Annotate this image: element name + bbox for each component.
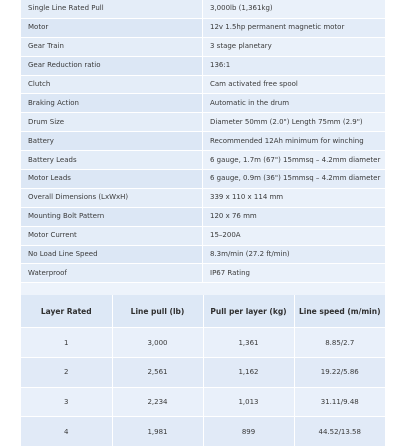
line-pull-cell: 1,981 [112, 417, 203, 447]
table-spacer [21, 283, 385, 295]
spec-row [21, 151, 385, 170]
spec-row [21, 170, 385, 189]
line-pull-cell: 2,561 [112, 358, 203, 388]
spec-value: 3,000lb (1,361kg) [203, 0, 386, 18]
table-row [21, 387, 385, 417]
spec-value: IP67 Rating [203, 264, 386, 283]
line-pull-cell: 3,000 [112, 328, 203, 358]
column-header-layer: Layer Rated [21, 295, 112, 328]
spec-row [21, 56, 385, 75]
spec-row [21, 18, 385, 37]
spec-row [21, 245, 385, 264]
pull-per-layer-cell: 1,013 [203, 387, 294, 417]
spec-label: Battery [21, 132, 203, 151]
spec-value: 120 x 76 mm [203, 207, 386, 226]
layer-cell: 4 [21, 417, 112, 447]
spec-row [21, 226, 385, 245]
spec-row [21, 264, 385, 283]
spec-value: 8.3m/min (27.2 ft/min) [203, 245, 386, 264]
line-pull-cell: 2,234 [112, 387, 203, 417]
pull-per-layer-cell: 899 [203, 417, 294, 447]
pull-per-layer-cell: 1,361 [203, 328, 294, 358]
spec-value: 339 x 110 x 114 mm [203, 188, 386, 207]
spec-label: Gear Train [21, 37, 203, 56]
spec-label: Motor [21, 18, 203, 37]
spec-label: Gear Reduction ratio [21, 56, 203, 75]
layer-header-row [21, 295, 385, 328]
spec-label: Clutch [21, 75, 203, 94]
spec-row [21, 113, 385, 132]
spec-label: Battery Leads [21, 151, 203, 170]
spec-label: Braking Action [21, 94, 203, 113]
spec-row [21, 207, 385, 226]
spec-value: 6 gauge, 1.7m (67") 15mmsq – 4.2mm diameter [203, 151, 386, 170]
spec-value: Cam activated free spool [203, 75, 386, 94]
spec-row [21, 0, 385, 18]
spec-value: 136:1 [203, 56, 386, 75]
spec-row [21, 75, 385, 94]
spec-table [21, 0, 385, 283]
spec-value: Automatic in the drum [203, 94, 386, 113]
spec-row [21, 94, 385, 113]
spec-label: Mounting Bolt Pattern [21, 207, 203, 226]
spec-row [21, 37, 385, 56]
line-speed-cell: 44.52/13.58 [294, 417, 385, 447]
layer-cell: 2 [21, 358, 112, 388]
pull-per-layer-cell: 1,162 [203, 358, 294, 388]
spec-label: Drum Size [21, 113, 203, 132]
spec-row [21, 188, 385, 207]
spec-value: 6 gauge, 0.9m (36") 15mmsq – 4.2mm diameter [203, 170, 386, 189]
line-speed-cell: 8.85/2.7 [294, 328, 385, 358]
line-speed-cell: 31.11/9.48 [294, 387, 385, 417]
spec-label: Overall Dimensions (LxWxH) [21, 188, 203, 207]
spec-label: Motor Current [21, 226, 203, 245]
specifications-panel [21, 0, 385, 436]
table-row [21, 417, 385, 447]
spec-value: 15–200A [203, 226, 386, 245]
spec-label: Motor Leads [21, 170, 203, 189]
column-header-pull-per-layer: Pull per layer (kg) [203, 295, 294, 328]
spec-label: No Load Line Speed [21, 245, 203, 264]
layer-cell: 1 [21, 328, 112, 358]
table-row [21, 358, 385, 388]
line-speed-cell: 19.22/5.86 [294, 358, 385, 388]
spec-value: Recommended 12Ah minimum for winching [203, 132, 386, 151]
column-header-line-pull: Line pull (lb) [112, 295, 203, 328]
spec-label: Single Line Rated Pull [21, 0, 203, 18]
spec-value: Diameter 50mm (2.0") Length 75mm (2.9") [203, 113, 386, 132]
layer-table [21, 295, 385, 447]
spec-row [21, 132, 385, 151]
spec-label: Waterproof [21, 264, 203, 283]
spec-value: 3 stage planetary [203, 37, 386, 56]
layer-cell: 3 [21, 387, 112, 417]
table-row [21, 328, 385, 358]
column-header-line-speed: Line speed (m/min) [294, 295, 385, 328]
spec-value: 12v 1.5hp permanent magnetic motor [203, 18, 386, 37]
